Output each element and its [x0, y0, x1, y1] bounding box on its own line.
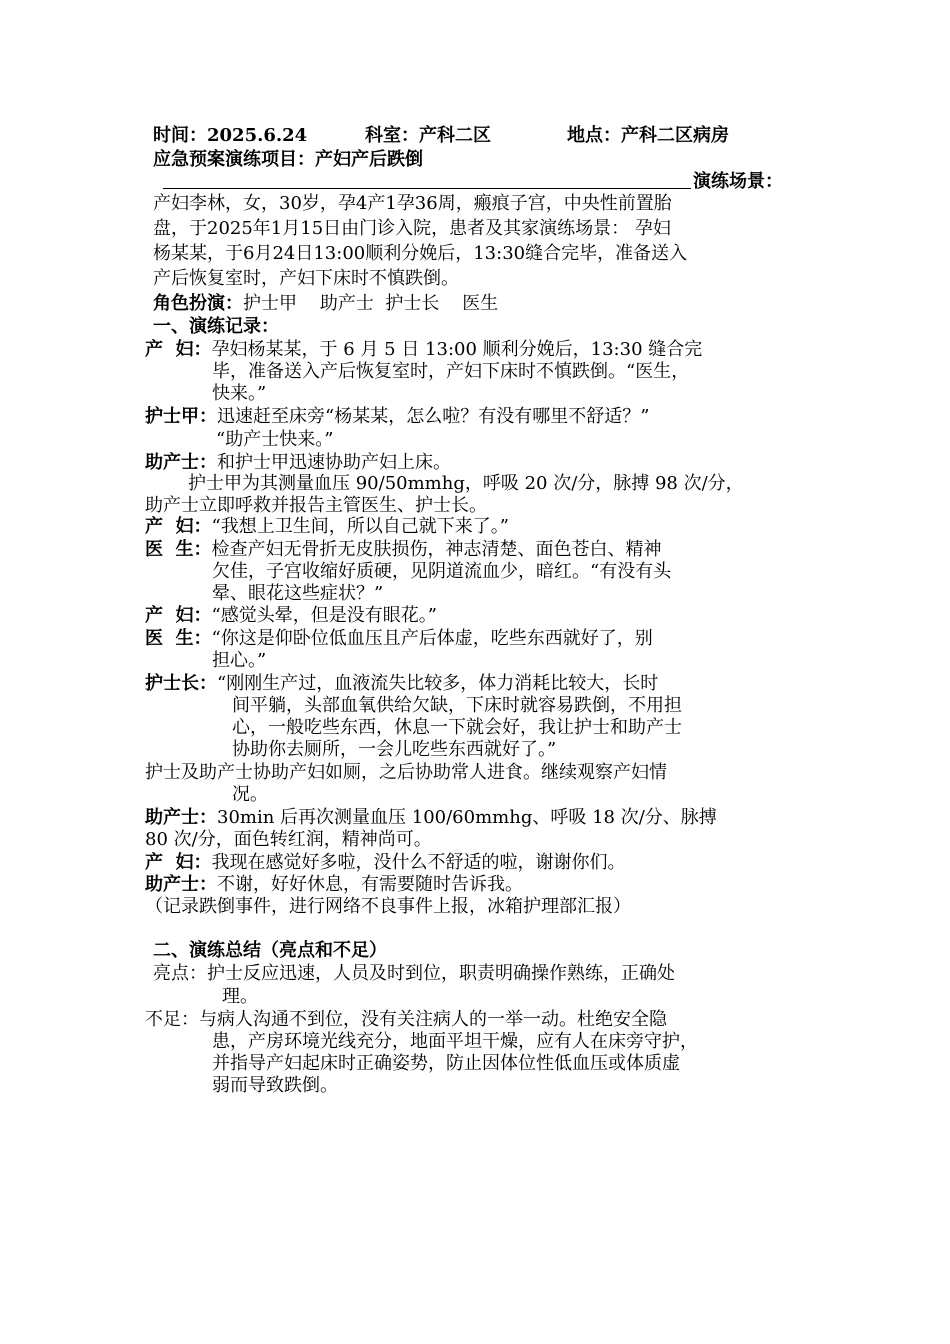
scene-line: 杨某某，于6月24日13:00顺利分娩后，13:30缝合完毕，准备送入 — [153, 243, 688, 264]
record-title: 一、演练记录： — [153, 316, 279, 337]
summary-title: 二、演练总结（亮点和不足） — [153, 940, 387, 961]
dialogue-line: 快来。” — [212, 383, 267, 404]
dialogue-line: 欠佳，子宫收缩好质硬，见阴道流血少，暗红。“有没有头 — [212, 561, 672, 582]
dialogue-line: 间平躺，头部血氧供给欠缺，下床时就容易跌倒，不用担 — [232, 695, 682, 716]
speaker-label: 助产士： — [145, 807, 217, 828]
roles-list: 护士甲 助产士 护士长 医生 — [243, 293, 499, 314]
scene-line: 产妇李林，女，30岁，孕4产1孕36周，瘢痕子宫，中央性前置胎 — [153, 193, 672, 214]
speaker-label: 产 妇： — [145, 852, 212, 873]
dialogue-line: 晕、眼花这些症状？” — [212, 583, 384, 604]
speaker-label: 护士长： — [145, 673, 217, 694]
dialogue-text: 检查产妇无骨折无皮肤损伤，神志清楚、面色苍白、精神 — [211, 539, 662, 560]
speaker-label: 助产士： — [145, 452, 217, 473]
dialogue-text: 迅速赶至床旁“杨某某，怎么啦？有没有哪里不舒适？” — [217, 406, 650, 427]
dialogue-line: 护士及助产士协助产妇如厕，之后协助常人进食。继续观察产妇情 — [145, 762, 667, 783]
summary-line: 患，产房环境光线充分，地面平坦干燥，应有人在床旁守护， — [212, 1031, 698, 1052]
dialogue-line — [145, 672, 658, 695]
dialogue-line: 况。 — [232, 784, 268, 805]
speaker-label: 助产士： — [145, 874, 217, 895]
dialogue-line — [145, 873, 523, 896]
dialogue-line: 协助你去厕所，一会儿吃些东西就好了。” — [232, 739, 557, 760]
summary-line: 不足：与病人沟通不到位，没有关注病人的一举一动。杜绝安全隐 — [145, 1009, 667, 1030]
summary-line: 亮点：护士反应迅速，人员及时到位，职责明确操作熟练，正确处 — [153, 963, 675, 984]
dialogue-line — [145, 451, 451, 474]
dialogue-line — [145, 604, 437, 627]
dialogue-line: （记录跌倒事件，进行网络不良事件上报，冰箱护理部汇报） — [145, 896, 631, 917]
dialogue-line: 担心。” — [212, 650, 267, 671]
speaker-label: 产 妇： — [145, 605, 212, 626]
speaker-label: 护士甲： — [145, 406, 217, 427]
underline-rule — [163, 188, 691, 189]
roles-label: 角色扮演： — [153, 293, 243, 314]
dialogue-line: 助产士立即呼救并报告主管医生、护士长。 — [145, 495, 487, 516]
speaker-label: 医 生： — [145, 539, 212, 560]
drill-project: 应急预案演练项目：产妇产后跌倒 — [153, 149, 423, 170]
speaker-label: 产 妇： — [145, 339, 212, 360]
dialogue-line: “助产士快来。” — [216, 429, 334, 450]
record-time: 时间：2025.6.24 — [153, 125, 308, 146]
summary-line: 理。 — [222, 986, 258, 1007]
dialogue-text: “我想上卫生间，所以自己就下来了。” — [211, 516, 509, 537]
dialogue-line — [145, 851, 626, 874]
scene-line: 产后恢复室时，产妇下床时不慎跌倒。 — [153, 268, 459, 289]
dialogue-line — [145, 405, 649, 428]
dialogue-line — [145, 538, 662, 561]
speaker-label: 产 妇： — [145, 516, 212, 537]
dialogue-line: 毕，准备送入产后恢复室时，产妇下床时不慎跌倒。“医生， — [212, 361, 690, 382]
dialogue-line: 80 次/分，面色转红润，精神尚可。 — [145, 829, 432, 850]
roles-line — [153, 292, 498, 315]
dialogue-text: 孕妇杨某某，于 6 月 5 日 13:00 顺利分娩后，13:30 缝合完 — [211, 339, 703, 360]
dialogue-line — [145, 338, 702, 361]
dialogue-text: 我现在感觉好多啦，没什么不舒适的啦，谢谢你们。 — [211, 852, 626, 873]
department: 科室：产科二区 — [365, 125, 491, 146]
location: 地点：产科二区病房 — [567, 125, 729, 146]
summary-line: 弱而导致跌倒。 — [212, 1075, 338, 1096]
scene-line: 盘，于2025年1月15日由门诊入院，患者及其家演练场景： 孕妇 — [153, 218, 671, 239]
dialogue-text: 和护士甲迅速协助产妇上床。 — [217, 452, 451, 473]
summary-line: 并指导产妇起床时正确姿势，防止因体位性低血压或体质虚 — [212, 1053, 680, 1074]
dialogue-text: “刚刚生产过，血液流失比较多，体力消耗比较大，长时 — [217, 673, 659, 694]
dialogue-line: 心，一般吃些东西，休息一下就会好，我让护士和助产士 — [232, 717, 682, 738]
dialogue-text: “感觉头晕，但是没有眼花。” — [211, 605, 437, 626]
dialogue-line — [145, 515, 509, 538]
scene-label: 演练场景： — [693, 171, 783, 192]
dialogue-text: 不谢，好好休息，有需要随时告诉我。 — [217, 874, 523, 895]
speaker-label: 医 生： — [145, 628, 212, 649]
dialogue-line — [145, 806, 717, 829]
dialogue-line — [145, 627, 653, 650]
dialogue-text: 30min 后再次测量血压 100/60mmhg、呼吸 18 次/分、脉搏 — [217, 807, 717, 828]
dialogue-text: “你这是仰卧位低血压且产后体虚，吃些东西就好了，别 — [211, 628, 653, 649]
dialogue-line: 护士甲为其测量血压 90/50mmhg，呼吸 20 次/分，脉搏 98 次/分， — [188, 473, 744, 494]
